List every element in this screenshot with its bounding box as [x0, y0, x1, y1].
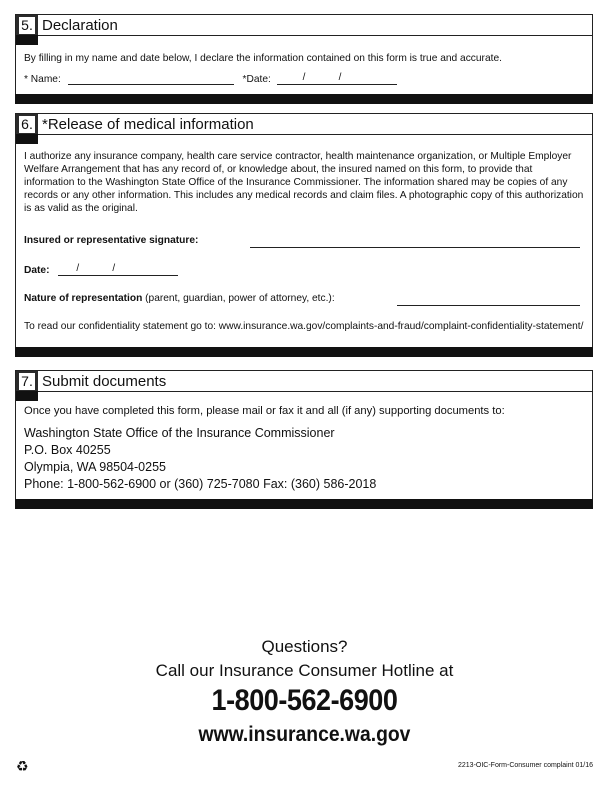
section-number-badge [16, 114, 38, 135]
hotline-phone: 1-800-562-6900 [211, 684, 398, 717]
section-title: *Release of medical information [42, 116, 254, 133]
hotline-call-text: Call our Insurance Consumer Hotline at [155, 661, 454, 680]
section-number: 5. [19, 17, 35, 34]
date-separator: / [76, 263, 80, 274]
nature-hint: (parent, guardian, power of attorney, etc.): [142, 293, 335, 304]
hotline-website[interactable]: www.insurance.wa.gov [198, 723, 411, 746]
date-separator: / [112, 263, 116, 274]
authorization-paragraph: I authorize any insurance company, health care service contractor, health maintenance organization, or Multiple Employer Welfare Arrangement that has any record of, or knowledge about, the insured named on this form, to provide that information to the Washington State Office of the Insurance Commissioner. The information shared may be copies of any records or any other information. This includes any medical records and claim files. A photographic copy of this authorization is as valid as the original. [24, 151, 584, 214]
mailing-address [24, 425, 376, 493]
section-number: 6. [19, 116, 35, 133]
declaration-text: By filling in my name and date below, I declare the information contained on this form is true and accurate. [24, 53, 502, 64]
release-date-field[interactable] [58, 265, 178, 276]
nature-field[interactable] [397, 293, 580, 306]
section-title: Declaration [42, 17, 118, 34]
submit-intro: Once you have completed this form, please mail or fax it and all (if any) supporting documents to: [24, 405, 505, 417]
section-number: 7. [19, 373, 35, 390]
date-separator: / [302, 72, 306, 83]
section-tab-marker [16, 391, 38, 401]
section-bottom-bar [15, 94, 593, 104]
declaration-fields [24, 74, 397, 85]
release-section [15, 113, 593, 357]
address-line: P.O. Box 40255 [24, 443, 111, 457]
submit-header [16, 370, 592, 392]
declaration-header [16, 14, 592, 36]
date-label: *Date: [242, 74, 271, 85]
section-bottom-bar [15, 347, 593, 357]
date-field[interactable] [277, 74, 397, 85]
release-header [16, 113, 592, 135]
section-tab-marker [16, 35, 38, 45]
recycle-icon: ♻ [16, 758, 29, 774]
signature-row [24, 235, 584, 246]
address-line: Washington State Office of the Insurance Commissioner [24, 426, 335, 440]
hotline-question: Questions? [261, 637, 348, 656]
name-label: * Name: [24, 74, 61, 85]
signature-label: Insured or representative signature: [24, 235, 199, 246]
name-field[interactable] [68, 74, 234, 85]
section-tab-marker [16, 134, 38, 144]
nature-label: Nature of representation [24, 293, 143, 304]
confidentiality-statement: To read our confidentiality statement go to: www.insurance.wa.gov/complaints-and-fraud/complaint-confidentiality-statement/ [24, 321, 584, 332]
declaration-section [15, 14, 593, 104]
release-date-label: Date: [24, 265, 50, 276]
address-line: Olympia, WA 98504-0255 [24, 460, 166, 474]
section-title: Submit documents [42, 373, 167, 390]
section-number-badge [16, 15, 38, 36]
form-code: 2213-OIC-Form-Consumer complaint 01/16 [458, 762, 593, 769]
address-line: Phone: 1-800-562-6900 or (360) 725-7080 Fax: (360) 586-2018 [24, 477, 377, 491]
signature-field[interactable] [250, 235, 580, 248]
date-separator: / [338, 72, 342, 83]
submit-section [15, 370, 593, 509]
release-date-row [24, 265, 178, 276]
section-number-badge [16, 371, 38, 392]
nature-row [24, 293, 584, 304]
section-bottom-bar [15, 499, 593, 509]
